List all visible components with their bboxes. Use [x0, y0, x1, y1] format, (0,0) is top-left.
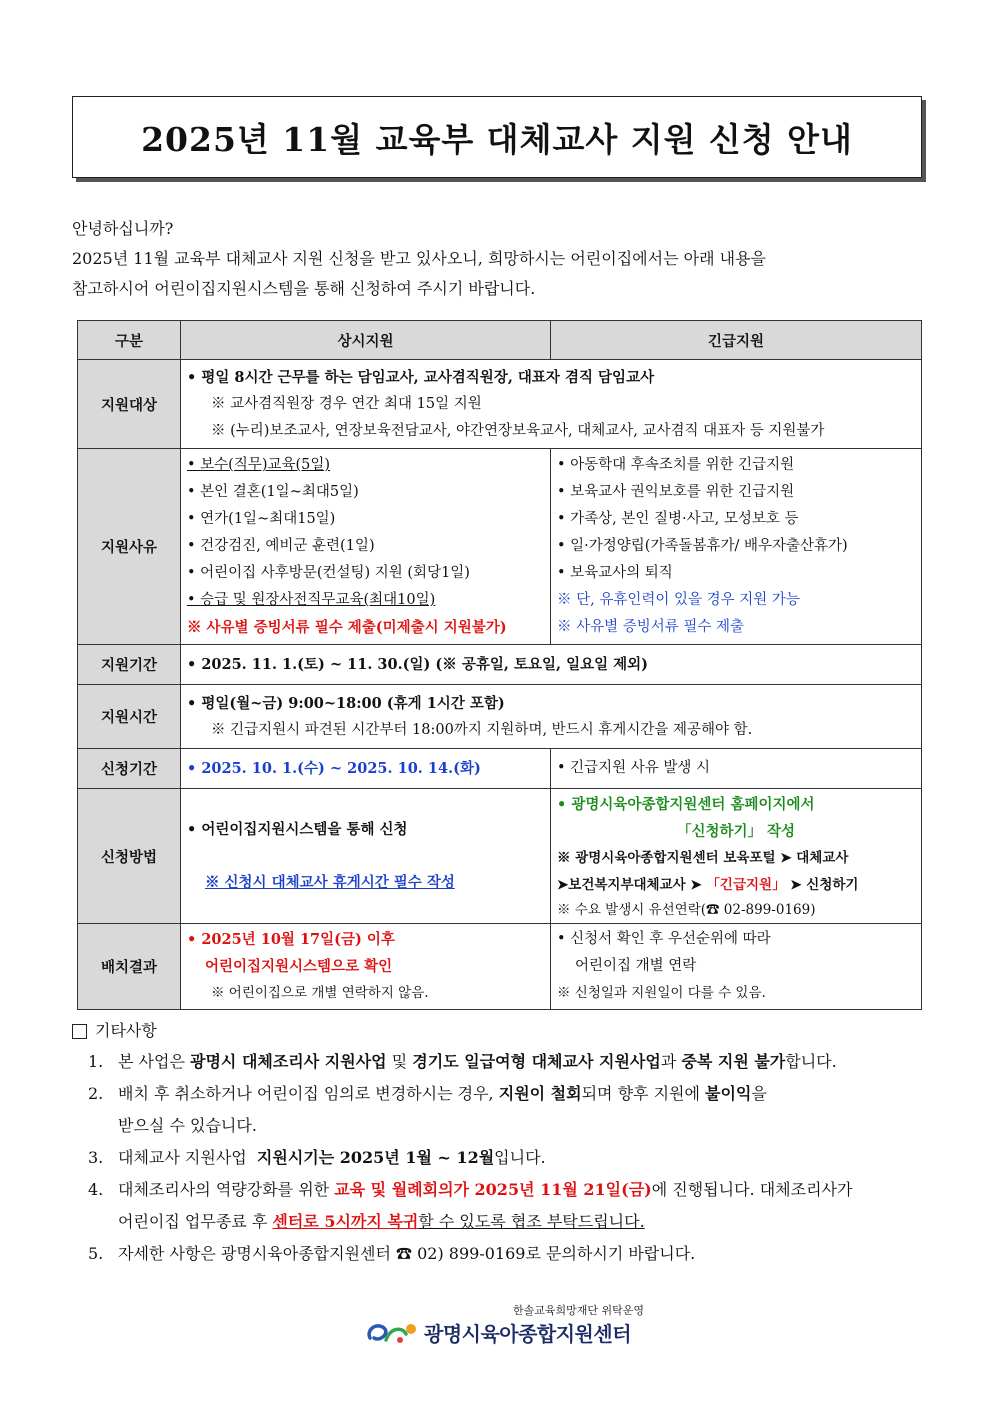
apply-period-urgent: • 긴급지원 사유 발생 시: [557, 760, 711, 776]
reason-regular-item: • 건강검진, 예비군 훈련(1일): [187, 538, 375, 554]
apply-period-urgent-cell: [551, 749, 922, 789]
apply-period-regular-cell: [181, 749, 551, 789]
target-main: • 평일 8시간 근무를 하는 담임교사, 교사겸직원장, 대표자 겸직 담임교사: [187, 368, 655, 386]
list-item: [72, 1238, 922, 1270]
row-label-period: 지원기간: [78, 645, 181, 685]
text-bold: 광명시 대체조리사 지원사업: [190, 1052, 387, 1071]
reason-regular-note: ※ 사유별 증빙서류 필수 제출(미제출시 지원불가): [187, 619, 507, 636]
list-number: 4.: [88, 1180, 104, 1199]
footer-sub: 한솔교육희망재단 위탁운영: [512, 1304, 644, 1317]
center-logo-icon: [364, 1316, 420, 1346]
method-urgent-3: ※ 광명시육아종합지원센터 보육포털 ➤ 대체교사: [557, 850, 849, 866]
reason-urgent-item: • 보육교사 권익보호를 위한 긴급지원: [557, 484, 795, 500]
text: 본 사업은: [118, 1052, 190, 1071]
method-urgent-5: ※ 수요 발생시 유선연락(☎ 02-899-0169): [557, 902, 816, 918]
text: 에 진행됩니다. 대체조리사가: [651, 1180, 853, 1199]
method-urgent-2: 「신청하기」 작성: [676, 823, 796, 840]
text: 및: [386, 1052, 413, 1071]
text: 과: [660, 1052, 682, 1071]
text: 어린이집 업무종료 후: [118, 1212, 273, 1231]
reason-urgent-cell: [551, 449, 922, 645]
hours-cell: [181, 685, 922, 749]
method-regular: • 어린이집지원시스템을 통해 신청: [187, 821, 408, 838]
method-regular-cell: [181, 789, 551, 924]
reason-urgent-note-2: ※ 사유별 증빙서류 필수 제출: [557, 619, 745, 635]
intro-text: [72, 214, 922, 304]
row-label-hours: 지원시간: [78, 685, 181, 749]
text-bold-red: 교육 및 월례회의가 2025년 11월 21일(금): [334, 1180, 652, 1199]
header-regular: 상시지원: [181, 321, 551, 360]
text-bold: 불이익: [705, 1084, 752, 1103]
reason-urgent-item: • 보육교사의 퇴직: [557, 565, 673, 581]
footer-org: 광명시육아종합지원센터: [424, 1322, 632, 1346]
method-urgent-4c: ➤ 신청하기: [785, 877, 859, 893]
intro-line-1: 2025년 11월 교육부 대체교사 지원 신청을 받고 있사오니, 희망하시는 어린이집에서는 아래 내용을: [72, 249, 766, 268]
table-row: [78, 449, 922, 645]
reason-urgent-item: • 가족상, 본인 질병·사고, 모성보호 등: [557, 511, 799, 527]
text-bold: 경기도 일급여형 대체교사 지원사업: [412, 1052, 661, 1071]
text: 자세한 사항은 광명시육아종합지원센터 ☎ 02) 899-0169로 문의하시기 바랍니다.: [118, 1244, 696, 1263]
text-underline: 할 수 있도록 협조 부탁드립니다.: [418, 1212, 645, 1231]
hours-note: ※ 긴급지원시 파견된 시간부터 18:00까지 지원하며, 반드시 휴게시간을 제공해야 함.: [211, 721, 753, 738]
row-label-result: 배치결과: [78, 924, 181, 1010]
result-regular-3: ※ 어린이집으로 개별 연락하지 않음.: [211, 985, 429, 1001]
checkbox-square-icon: [72, 1024, 87, 1039]
method-urgent-cell: [551, 789, 922, 924]
text: 받으실 수 있습니다.: [118, 1116, 257, 1135]
reason-regular-item: • 승급 및 원장사전직무교육(최대10일): [187, 592, 436, 608]
reason-regular-item: • 보수(직무)교육(5일): [187, 457, 331, 473]
table-row: [78, 685, 922, 749]
hours-main: • 평일(월~금) 9:00~18:00 (휴게 1시간 포함): [187, 694, 505, 712]
support-table: [77, 320, 922, 1010]
intro-line-2: 참고하시어 어린이집지원시스템을 통해 신청하여 주시기 바랍니다.: [72, 279, 536, 298]
etc-heading-text: 기타사항: [95, 1021, 157, 1040]
text: 되며 향후 지원에: [581, 1084, 706, 1103]
text-bold: 지원시기는 2025년 1월 ~ 12월: [256, 1148, 495, 1167]
result-urgent-1: • 신청서 확인 후 우선순위에 따라: [557, 931, 771, 947]
text: 합니다.: [785, 1052, 837, 1071]
etc-heading: [72, 1016, 922, 1046]
text-bold: 지원이 철회: [498, 1084, 582, 1103]
method-regular-note: ※ 신청시 대체교사 휴게시간 필수 작성: [205, 874, 455, 891]
period-value: • 2025. 11. 1.(토) ~ 11. 30.(일) (※ 공휴일, 토요일, 일요일 제외): [187, 656, 649, 673]
list-number: 5.: [88, 1244, 104, 1263]
reason-urgent-item: • 일·가정양립(가족돌봄휴가/ 배우자출산휴가): [557, 538, 848, 554]
target-cell: [181, 360, 922, 449]
method-urgent-4b: 「긴급지원」: [706, 877, 786, 893]
list-item: [72, 1046, 922, 1078]
etc-list: [72, 1046, 922, 1270]
method-urgent-4: [557, 872, 915, 899]
reason-urgent-note-1: ※ 단, 유휴인력이 있을 경우 지원 가능: [557, 592, 800, 608]
apply-period-regular: • 2025. 10. 1.(수) ~ 2025. 10. 14.(화): [187, 760, 481, 777]
target-note-1: ※ 교사겸직원장 경우 연간 최대 15일 지원: [211, 395, 482, 412]
table-row: [78, 360, 922, 449]
greeting: 안녕하십니까?: [72, 219, 174, 238]
page-title: 2025년 11월 교육부 대체교사 지원 신청 안내: [72, 96, 922, 178]
result-urgent-cell: [551, 924, 922, 1010]
table-row: [78, 924, 922, 1010]
result-urgent-2: 어린이집 개별 연락: [575, 958, 697, 974]
text-bold: 중복 지원 불가: [681, 1052, 786, 1071]
footer-logo: [364, 1302, 654, 1348]
list-number: 2.: [88, 1084, 104, 1103]
result-regular-cell: [181, 924, 551, 1010]
target-note-2: ※ (누리)보조교사, 연장보육전담교사, 야간연장보육교사, 대체교사, 교사겸직 대표자 등 지원불가: [211, 422, 825, 439]
header-urgent: 긴급지원: [551, 321, 922, 360]
reason-regular-item: • 연가(1일~최대15일): [187, 511, 336, 527]
row-label-apply-period: 신청기간: [78, 749, 181, 789]
list-number: 1.: [88, 1052, 104, 1071]
method-urgent-4a: ➤보건복지부대체교사 ➤: [557, 877, 707, 893]
list-item: [72, 1078, 922, 1142]
row-label-method: 신청방법: [78, 789, 181, 924]
reason-regular-item: • 어린이집 사후방문(컨설팅) 지원 (회당1일): [187, 565, 470, 581]
table-row: [78, 749, 922, 789]
method-urgent-1: • 광명시육아종합지원센터 홈페이지에서: [557, 796, 815, 813]
list-number: 3.: [88, 1148, 104, 1167]
table-row: [78, 789, 922, 924]
text: 입니다.: [494, 1148, 546, 1167]
row-label-reason: 지원사유: [78, 449, 181, 645]
table-row: [78, 645, 922, 685]
result-regular-2: 어린이집지원시스템으로 확인: [205, 958, 393, 975]
row-label-target: 지원대상: [78, 360, 181, 449]
etc-section: [72, 1016, 922, 1270]
text: 대체조리사의 역량강화를 위한: [118, 1180, 335, 1199]
reason-regular-cell: [181, 449, 551, 645]
list-item: [72, 1174, 922, 1238]
text: 배치 후 취소하거나 어린이집 임의로 변경하시는 경우,: [118, 1084, 499, 1103]
result-urgent-3: ※ 신청일과 지원일이 다를 수 있음.: [557, 985, 766, 1001]
header-category: 구분: [78, 321, 181, 360]
reason-urgent-item: • 아동학대 후속조치를 위한 긴급지원: [557, 457, 795, 473]
period-cell: [181, 645, 922, 685]
reason-regular-item: • 본인 결혼(1일~최대5일): [187, 484, 359, 500]
table-header-row: [78, 321, 922, 360]
text: 을: [751, 1084, 767, 1103]
text: 대체교사 지원사업: [118, 1148, 257, 1167]
result-regular-1: • 2025년 10월 17일(금) 이후: [187, 931, 395, 948]
text-bold-red: 센터로 5시까지 복귀: [272, 1212, 419, 1231]
list-item: [72, 1142, 922, 1174]
